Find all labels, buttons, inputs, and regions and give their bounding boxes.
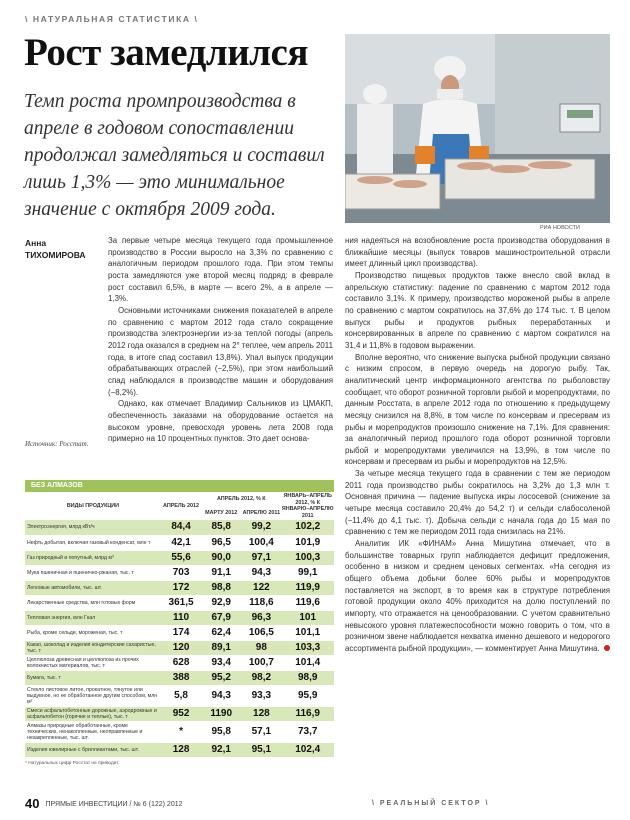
paragraph: За первые четыре месяца текущего года промышленное производство в России выросло на 3,3% по сравнению с аналогичным периодом прошлого года. При этом темпы роста замедляются уже второй месяц подряд: в феврале рост составил 6,5%, в марте — всего 2%, а в апреле — 1,3%.: [108, 236, 333, 304]
row-value: 99,1: [281, 565, 334, 580]
row-value: 100,4: [241, 535, 281, 550]
paragraph: Вполне вероятно, что снижение выпуска рыбной продукции связано с низким спросом, в первую очередь на дорогую рыбу. Так, аналитический центр информационного агентства по рыболовству сообщает, что оборот розничной торговли рыбой и морепродуктами, по данным Росстата, в апреле 2012 года по отношению к предыдущему месяцу снизился на 8,8%, в том числе по консервам и пресервам из рыбы и морепродуктов произошло снижение на 7,1%. Для сравнения: за аналогичный период прошлого года оборот розничной торговли рыбой и морепродуктами увеличился на 13,9%, в том числе по консервам и пресервам из рыбы и морепродуктов на 12,5%.: [345, 352, 610, 467]
row-value: 122: [241, 580, 281, 595]
author-byline: [25, 237, 86, 261]
row-value: 95,9: [281, 685, 334, 706]
row-value: 55,6: [161, 550, 201, 565]
paragraph: [345, 538, 610, 655]
table-note: * Натуральных цифр Росстат не приводит.: [25, 760, 120, 766]
row-value: 106,5: [241, 625, 281, 640]
row-value: 388: [161, 670, 201, 685]
table-row: [25, 550, 334, 565]
row-product-name: Изделия ювелирные с бриллиантами, тыс. шт.: [25, 742, 161, 757]
article-column-1: [108, 235, 333, 445]
table-row: [25, 706, 334, 721]
row-value: 98,9: [281, 670, 334, 685]
table-row: [25, 520, 334, 535]
table-row: [25, 640, 334, 655]
row-value: 93,3: [241, 685, 281, 706]
section-name: \ РЕАЛЬНЫЙ СЕКТОР \: [372, 800, 490, 807]
header-product: ВИДЫ ПРОДУКЦИИ: [66, 502, 120, 509]
row-product-name: Легковые автомобили, тыс. шт.: [25, 580, 161, 595]
row-product-name: Нефть добытая, включая газовый конденсат, млн т: [25, 535, 161, 550]
row-product-name: Алмазы природные обработанные, кроме технических, ненакопленные, неоправленные и незакрепленные, тыс. шт.: [25, 721, 161, 742]
table-row: [25, 565, 334, 580]
row-value: 100,7: [241, 655, 281, 670]
row-product-name: Бумага, тыс. т: [25, 670, 161, 685]
row-value: 95,2: [201, 670, 241, 685]
row-product-name: Электроэнергия, млрд кВт/ч: [25, 520, 161, 535]
headline: Рост замедлился: [24, 31, 308, 74]
row-product-name: Газ природный и попутный, млрд м³: [25, 550, 161, 565]
data-table: [25, 480, 334, 766]
table-title: БЕЗ АЛМАЗОВ: [25, 480, 334, 492]
paragraph-text: Аналитик ИК «ФИНАМ» Анна Мишутина отмечает, что в большинстве товарных групп наблюдается дефицит предложения, особенно в низком и среднем ценовых сегментах. «На сегодня из общего объема добычи более 60% рыбы и морепродуктов поставляется на экспорт, в то время как в структуре потребления готовой продукции около 40% приходится на долю поступлений по импорту, что отражается на ценообразовании. С учетом сравнительно невысокого уровня платежеспособности можно говорить о том, что в розничном звене наблюдается нехватка именно дешевого и недорогого ассортимента рыбной продукции», — комментирует Анна Мишутина.: [345, 539, 610, 653]
row-value: 92,1: [201, 742, 241, 757]
row-value: 96,3: [241, 610, 281, 625]
row-value: 93,4: [201, 655, 241, 670]
article-column-2: [345, 235, 610, 655]
row-value: 98: [241, 640, 281, 655]
author-first-name: Анна: [25, 238, 47, 248]
row-value: 120: [161, 640, 201, 655]
paragraph: Основными источниками снижения показателей в апреле по сравнению с мартом 2012 года стало сокращение производства электроэнергии из-за теплой погоды (апрель 2012 года оказался в среднем на 2° теплее, чем апрель 2011 года, в итоге спад составил 13,8%). Упал выпуск продукции обрабатывающих отраслей (−2,5%), при этом наибольший спад наблюдался в производстве машин и оборудования (−8,2%).: [108, 305, 333, 397]
row-product-name: Стекло листовое литое, прокатное, тянутое или выдувное, но не обработанное другим способом, млн м²: [25, 685, 161, 706]
fish-factory-photo: [345, 34, 610, 223]
row-value: 703: [161, 565, 201, 580]
row-value: 361,5: [161, 595, 201, 610]
article-photo: [345, 34, 610, 223]
footer-left: [25, 796, 183, 811]
table-row: [25, 721, 334, 742]
row-product-name: Смеси асфальтобетонные дорожные, аэродромные и асфальтобетон (горячие и теплые), тыс. т: [25, 706, 161, 721]
row-value: 99,2: [241, 520, 281, 535]
header-april-prev: АПРЕЛЮ 2011: [242, 509, 281, 516]
row-value: 172: [161, 580, 201, 595]
photo-credit: РИА НОВОСТИ: [540, 225, 580, 231]
header-group: АПРЕЛЬ 2012, % К: [216, 495, 266, 502]
magazine-name: ПРЯМЫЕ ИНВЕСТИЦИИ / № 6 (122) 2012: [45, 801, 183, 808]
row-value: 102,2: [281, 520, 334, 535]
row-value: 119,9: [281, 580, 334, 595]
table-row: [25, 595, 334, 610]
page-number: 40: [25, 796, 40, 811]
paragraph: ния надеяться на возобновление роста производства оборудования в ближайшие месяцы (выпуск товаров машиностроительной отрасли имеет длинный цикл производства).: [345, 236, 610, 269]
author-last-name: ТИХОМИРОВА: [25, 250, 86, 260]
row-value: 73,7: [281, 721, 334, 742]
header-march: МАРТУ 2012: [205, 509, 238, 516]
row-product-name: Тепловая энергия, млн Гкал: [25, 610, 161, 625]
table-row: [25, 535, 334, 550]
paragraph: За четыре месяца текущего года в сравнении с тем же периодом 2011 года производство рыбы сократилось на 3,2% до 1,3 млн т. Основная причина — падение выпуска икры лососевой (снижение за четыре месяца составило 20,4% до 54,2 т) и сельди слабосоленой (−11,4% до 4,1 тыс. т). Добыча сельди с начала года до 15 мая по сравнению с тем же периодом 2011 года снизилась на 21%.: [345, 469, 610, 537]
row-value: 98,2: [241, 670, 281, 685]
table-row: [25, 625, 334, 640]
table-row: [25, 610, 334, 625]
row-value: 90,0: [201, 550, 241, 565]
row-value: 116,9: [281, 706, 334, 721]
row-value: 174: [161, 625, 201, 640]
row-value: 91,1: [201, 565, 241, 580]
row-value: 89,1: [201, 640, 241, 655]
header-jan-apr: ЯНВАРЬ–АПРЕЛЬ 2012, % К ЯНВАРЮ–АПРЕЛЮ 2011: [281, 493, 334, 519]
row-value: 85,8: [201, 520, 241, 535]
row-value: 628: [161, 655, 201, 670]
row-value: *: [161, 721, 201, 742]
row-value: 101,9: [281, 535, 334, 550]
row-product-name: Целлюлоза древесная и целлюлоза из прочих волокнистых материалов, тыс. т: [25, 655, 161, 670]
row-value: 42,1: [161, 535, 201, 550]
row-product-name: Какао, шоколад и изделия кондитерские сахаристые, тыс. т: [25, 640, 161, 655]
row-product-name: Мука пшеничная и пшенично-ржаная, тыс. т: [25, 565, 161, 580]
row-value: 103,3: [281, 640, 334, 655]
row-value: 96,5: [201, 535, 241, 550]
table-row: [25, 742, 334, 757]
row-value: 92,9: [201, 595, 241, 610]
table-row: [25, 655, 334, 670]
row-value: 67,9: [201, 610, 241, 625]
header-april: АПРЕЛЬ 2012: [163, 502, 200, 509]
row-value: 95,1: [241, 742, 281, 757]
row-value: 95,8: [201, 721, 241, 742]
end-of-article-icon: [604, 645, 610, 651]
lead-paragraph: Темп роста промпроизводства в апреле в годовом сопоставлении продолжал замедляться и составил лишь 1,3% — это минимальное значение с октября 2009 года.: [24, 91, 325, 220]
row-product-name: Лекарственные средства, млн готовых форм: [25, 595, 161, 610]
row-value: 119,6: [281, 595, 334, 610]
row-value: 101: [281, 610, 334, 625]
row-value: 101,1: [281, 625, 334, 640]
row-product-name: Рыба, кроме сельди, мороженая, тыс. т: [25, 625, 161, 640]
row-value: 128: [241, 706, 281, 721]
row-value: 1190: [201, 706, 241, 721]
row-value: 110: [161, 610, 201, 625]
table-row: [25, 670, 334, 685]
source-note: Источник: Росстат.: [25, 440, 89, 448]
table-row: [25, 685, 334, 706]
row-value: 98,8: [201, 580, 241, 595]
row-value: 94,3: [241, 565, 281, 580]
rubric: \ НАТУРАЛЬНАЯ СТАТИСТИКА \: [25, 14, 199, 24]
row-value: 102,4: [281, 742, 334, 757]
paragraph: Однако, как отмечает Владимир Сальников из ЦМАКП, обеспеченность заказами на оборудование остается на высоком уровне, превосходя уровень лета 2008 года примерно на 10 процентных пунктов. Это дает основа-: [108, 399, 333, 444]
row-value: 952: [161, 706, 201, 721]
row-value: 100,3: [281, 550, 334, 565]
row-value: 101,4: [281, 655, 334, 670]
row-value: 84,4: [161, 520, 201, 535]
row-value: 57,1: [241, 721, 281, 742]
row-value: 118,6: [241, 595, 281, 610]
row-value: 62,4: [201, 625, 241, 640]
table-row: [25, 580, 334, 595]
row-value: 97,1: [241, 550, 281, 565]
row-value: 5,8: [161, 685, 201, 706]
row-value: 128: [161, 742, 201, 757]
row-value: 94,3: [201, 685, 241, 706]
paragraph: Производство пищевых продуктов также внесло свой вклад в апрельскую статистику: падение по сравнению с мартом 2012 года составило 3,1%. К примеру, производство мороженой рыбы в апреле по сравнению с мартом сократилось на 37,6% до 174 тыс. т. В целом выпуск рыбы и продуктов рыбных переработанных и консервированных в апреле по сравнению с мартом сократился на 31,4 и 11,8% в годовом выражении.: [345, 270, 610, 350]
